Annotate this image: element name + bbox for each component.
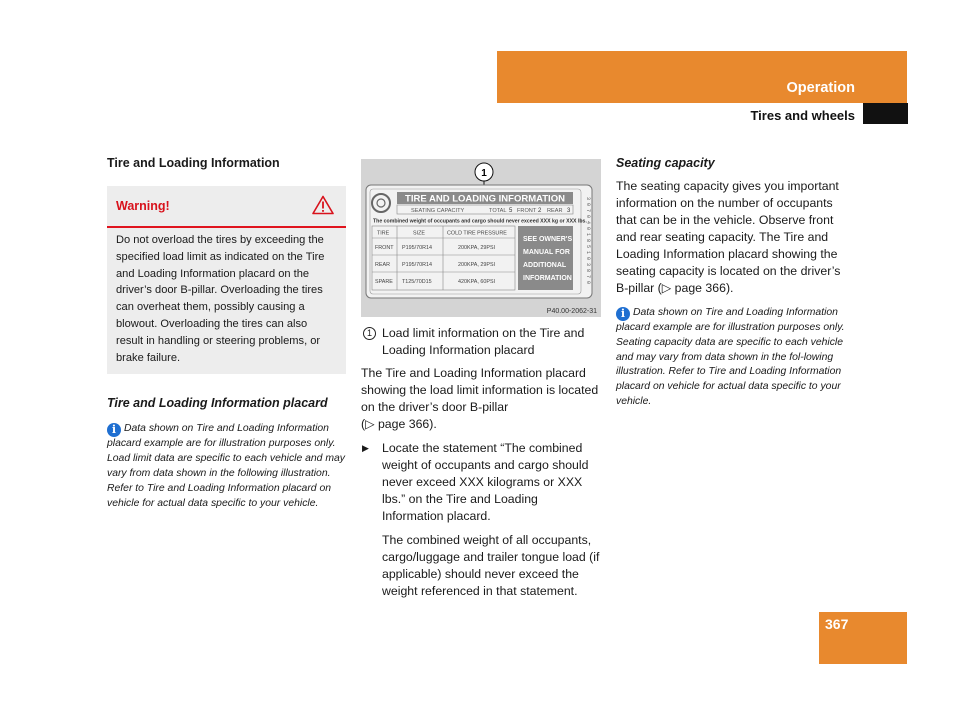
info-icon: i [107, 423, 121, 437]
page-number: 367 [825, 616, 849, 632]
placard-front-label: FRONT [517, 208, 537, 214]
caption-number: 1 [363, 327, 376, 340]
placard-total-label: TOTAL [489, 208, 507, 214]
placard-manual-line: INFORMATION [523, 275, 572, 282]
page-reference[interactable]: (▷ page 366). [361, 417, 437, 431]
placard-row-size: P195/70R14 [402, 262, 432, 268]
warning-text: Do not overload the tires by exceeding the specified load limit as indicated on the Tire and Loading Information placard on the driver’s door B-pillar. Overloading the tires can overheat them, possibly causing a blowout. Overloading the tires can also result in handling or steering problems, or brake failure. [116, 234, 325, 364]
placard-manual-line: MANUAL FOR [523, 249, 570, 256]
placard-callout: 1 [481, 168, 487, 179]
placard-weight-statement: The combined weight of occupants and cargo should never exceed XXX kg or XXX lbs. [373, 218, 587, 225]
placard-total-value: 5 [509, 208, 513, 214]
placard-row-tire: REAR [375, 262, 390, 268]
placard-header-tire: TIRE [377, 230, 390, 237]
instruction-text: Locate the statement “The combined weight of occupants and cargo should never exceed XXX kilograms or XXX lbs.” on the Tire and Loading Information placard. [382, 441, 589, 523]
bullet-arrow-icon: ▶ [362, 443, 369, 453]
placard-serial: 3 0 7 0 4 0 1 8 5 1 0 3 8 7 0 [585, 197, 591, 285]
warning-triangle-icon [312, 195, 334, 220]
column-middle [361, 159, 601, 600]
image-code: P40.00-2062-31 [546, 308, 597, 315]
placard-location-paragraph [361, 365, 601, 433]
placard-header-pressure: COLD TIRE PRESSURE [447, 230, 507, 237]
placard-header-size: SIZE [413, 230, 425, 237]
placard-rear-value: 3 [567, 208, 571, 214]
warning-box [107, 186, 346, 374]
placard-seating-label: SEATING CAPACITY [411, 208, 465, 214]
placard-row-size: P195/70R14 [402, 245, 432, 251]
placard-manual-line: SEE OWNER'S [523, 236, 573, 243]
caption-text: Load limit information on the Tire and Loading Information placard [382, 326, 585, 357]
info-note-text: Data shown on Tire and Loading Information placard example are for illustration purposes only. Load limit data are specific to each vehicle and may vary from data shown in the following illustration. Refer to Tire and Loading Information placard on vehicle for actual data specific to your vehicle. [107, 423, 345, 509]
warning-title: Warning! [116, 199, 170, 213]
placard-svg [361, 159, 601, 317]
placard-manual-line: ADDITIONAL [523, 262, 567, 269]
info-icon: i [616, 307, 630, 321]
placard-location-text: The Tire and Loading Information placard showing the load limit information is located on the driver’s door B-pillar [361, 366, 599, 414]
placard-rear-label: REAR [547, 208, 563, 214]
seating-paragraph: The seating capacity gives you important information on the number of occupants that can be in the vehicle. Observe front and rear seating capacity. The Tire and Loading Information placard showing the seating capacity is located on the driver’s B-pillar (▷ page 366). [616, 179, 841, 295]
placard-row-pressure: 200KPA, 29PSI [458, 245, 496, 251]
placard-illustration [361, 159, 601, 317]
column-right [616, 156, 856, 410]
column-left [107, 156, 347, 511]
figure-caption [361, 325, 601, 359]
subsection-marker [863, 103, 908, 124]
info-note [616, 306, 856, 410]
warning-header [107, 186, 346, 228]
subsection-title: Tires and wheels [750, 108, 855, 123]
info-note-text: Data shown on Tire and Loading Information placard example are for illustration purposes only. Seating capacity data are specific to each vehicle and may vary from data shown in the fol-lowing illustration. Refer to Tire and Loading Information placard on vehicle for actual data specific to your vehicle. [616, 307, 845, 407]
placard-front-value: 2 [538, 208, 542, 214]
subheading-placard: Tire and Loading Information placard [107, 396, 328, 411]
page-number-box [819, 612, 907, 664]
placard-row-tire: SPARE [375, 279, 393, 285]
placard-row-pressure: 420KPA, 60PSI [458, 279, 496, 285]
combined-weight-paragraph: The combined weight of all occupants, cargo/luggage and trailer tongue load (if applicable) should never exceed the weight referenced in that statement. [382, 533, 600, 598]
placard-row-tire: FRONT [375, 245, 394, 251]
instruction-step [361, 440, 601, 525]
placard-row-pressure: 200KPA, 29PSI [458, 262, 496, 268]
placard-title: TIRE AND LOADING INFORMATION [405, 193, 565, 205]
section-heading: Tire and Loading Information [107, 156, 280, 170]
subheading-seating: Seating capacity [616, 156, 715, 170]
placard-row-size: T125/70D15 [402, 279, 432, 285]
section-title: Operation [786, 80, 855, 96]
info-note [107, 422, 347, 511]
